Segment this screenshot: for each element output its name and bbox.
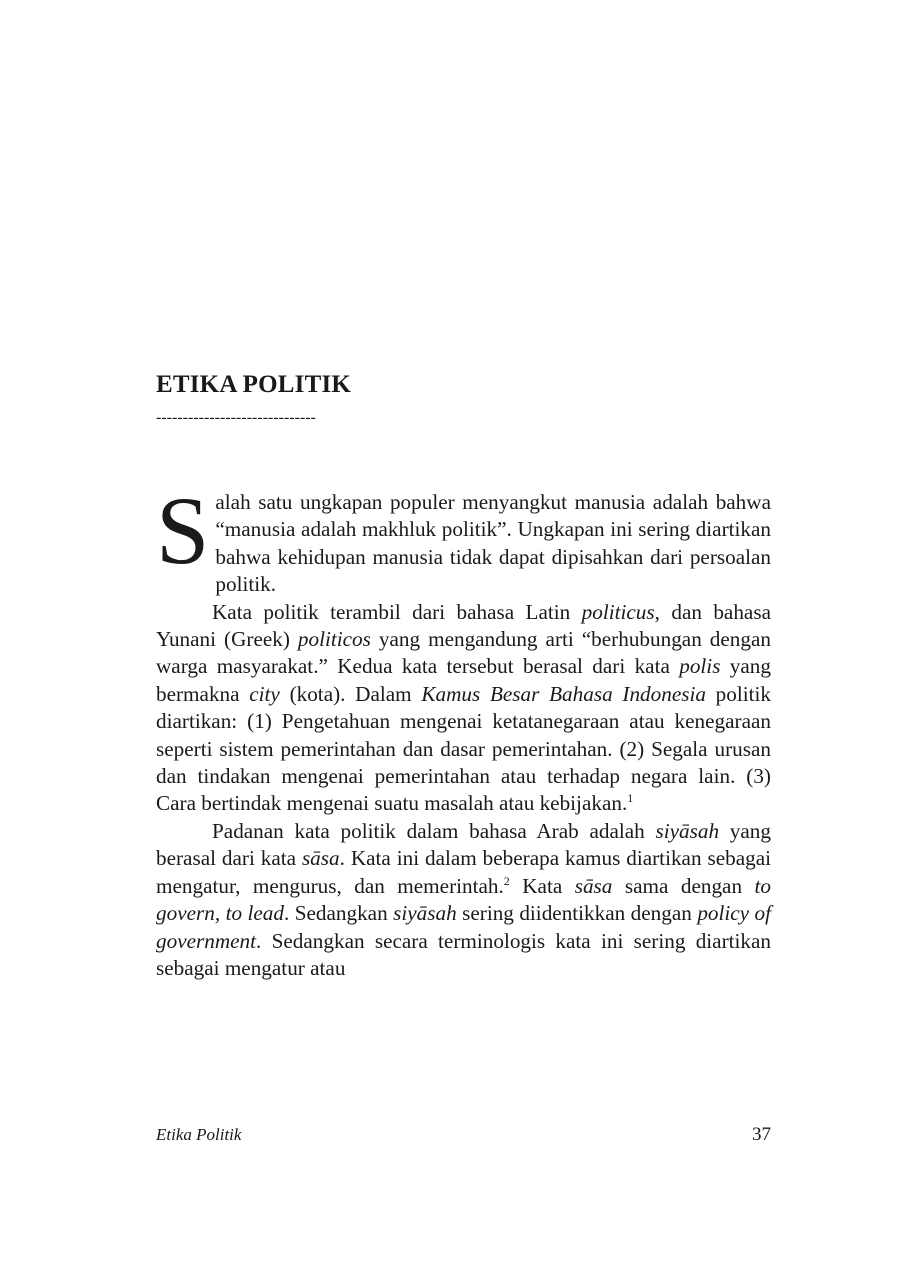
text-run: Kata: [509, 873, 575, 898]
text-run: . Kata ini dalam beberapa kamus diartikan sebagai mengatur, mengurus, dan memerintah.: [156, 846, 771, 898]
paragraph-1-text: alah satu ungkapan populer menyangkut manusia adalah bahwa “manusia adalah makhluk politik”. Ungkapan ini sering diartikan bahwa kehidupan manusia tidak dapat dipisahkan dari persoalan politik.: [215, 490, 771, 597]
drop-cap: S: [156, 477, 210, 584]
text-run: (kota). Dalam: [279, 681, 422, 706]
italic-term: politicos: [297, 627, 371, 652]
text-run: yang mengandung arti “berhubungan dengan warga masyarakat.” Kedua kata tersebut berasal dari kata: [156, 627, 771, 679]
text-run: Padanan kata politik dalam bahasa Arab adalah: [212, 818, 656, 843]
text-run: , dan bahasa Yunani (Greek): [156, 599, 771, 652]
text-run: . Sedangkan secara terminologis kata ini sering diartikan sebagai mengatur atau: [156, 928, 771, 980]
text-run: yang bermakna: [156, 654, 771, 706]
title-rule: ------------------------------: [156, 409, 316, 426]
italic-term: Kamus Besar Bahasa Indonesia: [421, 681, 706, 706]
text-run: sering diidentikkan dengan: [456, 901, 698, 926]
text-run: Kata politik terambil dari bahasa Latin: [212, 599, 582, 624]
footnote-ref[interactable]: 1: [627, 791, 634, 806]
italic-term: sāsa: [574, 873, 613, 898]
italic-term: siyāsah: [655, 818, 720, 843]
paragraph-3: [156, 818, 771, 982]
italic-term: to govern, to lead: [156, 873, 771, 926]
paragraph-2: [156, 599, 771, 818]
italic-term: polis: [679, 654, 721, 679]
italic-term: politicus: [581, 599, 655, 624]
chapter-title: ETIKA POLITIK: [156, 371, 352, 398]
italic-term: policy of government: [156, 901, 771, 953]
footnote-ref[interactable]: 2: [503, 873, 510, 888]
page-number: 37: [752, 1124, 771, 1145]
running-footer-title: Etika Politik: [156, 1125, 242, 1144]
text-run: yang berasal dari kata: [156, 818, 771, 871]
italic-term: sāsa: [301, 846, 340, 871]
text-run: sama dengan: [612, 873, 755, 898]
body-text: [156, 477, 771, 982]
italic-term: siyāsah: [393, 901, 457, 926]
paragraph-1: [156, 477, 771, 599]
text-run: politik diartikan: (1) Pengetahuan mengenai ketatanegaraan atau kenegaraan seperti sistem pemerintahan dan dasar pemerintahan. (2) Segala urusan dan tindakan mengenai pemerintahan atau terhadap negara lain. (3) Cara bertindak mengenai suatu masalah atau kebijakan.: [156, 681, 771, 816]
italic-term: city: [249, 681, 280, 706]
text-run: . Sedangkan: [283, 901, 394, 926]
